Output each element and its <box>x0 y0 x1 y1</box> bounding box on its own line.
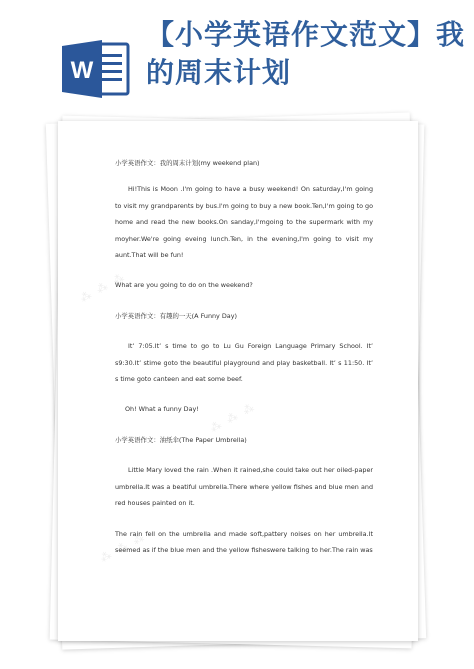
header <box>0 0 474 120</box>
paragraph: Little Mary loved the rain .When it rained,she could take out her oiled-paper umbrella.It was a beatiful umbrella.There where yellow fishes and blue men and red houses painted on it. <box>115 466 373 508</box>
page-title: 【小学英语作文范文】我的周末计划 <box>146 18 466 89</box>
paragraph: Hi!This is Moon .I'm going to have a busy weekend! On saturday,I'm going to visit my grandparents by bus.I'm going to buy a new book.Ten,I'm going to go home and read the new books.On sanday,I'mgoing to the supermark with my moyher.We're going eveing lunch.Ten, in the evening,I'm going to visit my aunt.That will be fun! <box>115 185 374 260</box>
section-heading: 小学英语作文：油纸伞(The Paper Umbrella) <box>115 435 247 444</box>
watermark: ⁂ ⁂ ⁂ <box>97 530 149 565</box>
paragraph: The rain fell on the umbrella and made soft,pattery noises on her umbrella.It seemed as if the blue men and the yellow fisheswere talking to her.The rain was <box>115 529 373 554</box>
document-page <box>58 121 418 641</box>
paragraph: It’ 7:05.It’ s time to go to Lu Gu Foreign Language Primary School. It’ s9:30.It’ stime goto the beautiful playground and play basketball. It’ s 11:50. It’ s time goto canteen and eat some beef. <box>115 342 373 384</box>
section-heading: 小学英语作文：我的周末计划(my weekend plan) <box>115 159 260 167</box>
paragraph: What are you going to do on the weekend? <box>115 281 253 290</box>
document-body <box>115 155 373 558</box>
watermark: ⁂ ⁂ ⁂ <box>207 400 259 435</box>
word-icon <box>62 38 132 100</box>
section-heading: 小学英语作文：有趣的一天(A Funny Day) <box>115 311 237 320</box>
watermark: ⁂ ⁂ ⁂ <box>77 270 129 305</box>
word-icon-letter: W <box>70 57 94 84</box>
paragraph: Oh! What a funny Day! <box>125 405 199 414</box>
